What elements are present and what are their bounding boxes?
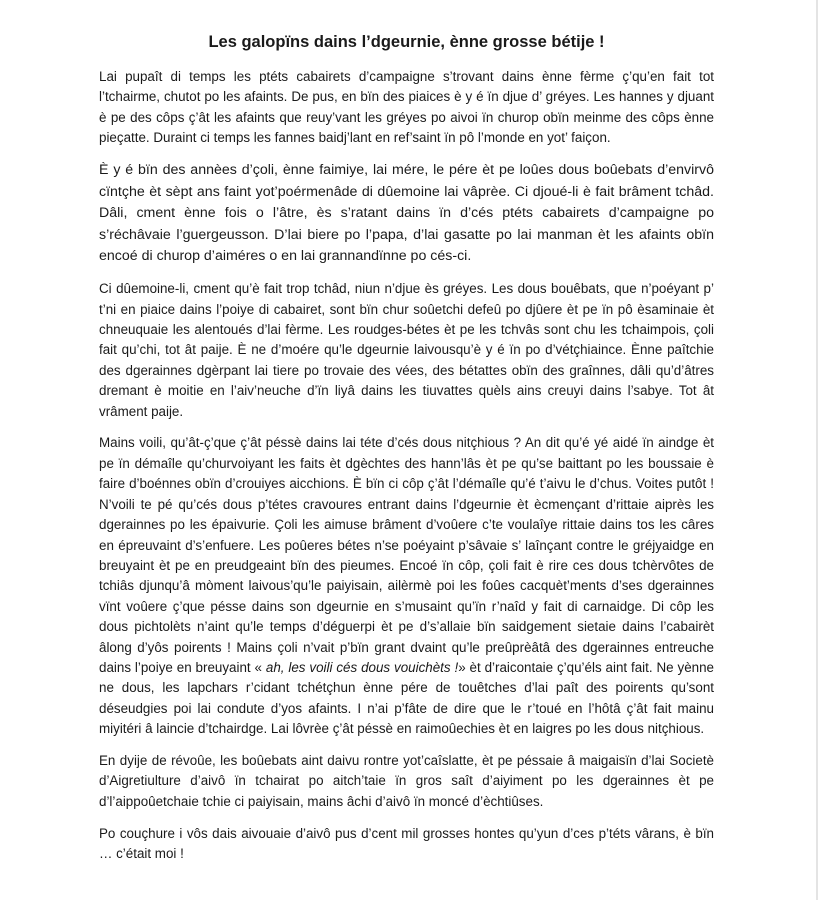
quoted-exclamation: ah, les voili cés dous vouichèts ! bbox=[265, 659, 459, 675]
paragraph-6: Po couçhure i vôs dais aivouaie d’aivô pus d’cent mil grosses hontes qu’yun d’ces p’téts vârans, è bïn … c’était moi ! bbox=[99, 825, 714, 862]
paragraph-4: Mains voili, qu’ât-ç’que ç’ât péssè dains lai téte d’cés dous nitçhious ? An dit qu’é yé aidé ïn aindge èt pe ïn démaîle qu’churvoiyant les faits èt dgèchtes des hann’lâs èt pe qu’se baittant po les boussaie è faire d’boénnes obïn d’crouiyes aicchions. È bïn ci côp ç’ât l’démaîle qu’é t’aivu le d’chus. Voites putôt ! N’voili te pé qu’cés dous p’tétes cravoures entrant dains l’dgeurnie èt ècmençant d’rittaie aiprès les dgerainnes po les épaivurie. Çoli les aimuse brâment d’voûere c’te voulaîye rittaie dains tos les câres en épreuvaint d’s’enfuere. Les poûeres bétes n’se poéyaint p’sâvaie s’ laînçant contre le gréjyaidge en breuyaint èt pe en preudgeaint bïn des pieumes. Encoé ïn côp, çoli fait è rire ces dous tchèrvôtes de tchiâs djunqu’â mòment laivous’qu’le paiyisain, ailèrmè poi les foûes cacquèt’ments d’ses dgerainnes vïnt voûere ç’que pésse dains son dgeurnie en s’musaint qu’ïn r’naîd y fait di carnaidge. Di côp les dous pichtolèts n’aint qu’le temps d’déguerpi èt pe d’s’allaie bïn saidgement sietaie dains l’cabairèt âlong d’yôs poirents ! Mains çoli n’vait p’bïn grant dvaint qu’le preûprèâtâ des dgerainnes entreuche dains l’poiye en breuyaint « ah, les voili cés dous vouichèts !» èt d’raicontaie ç’qu’éls aint fait. Ne yènne ne dous, les lapchars r’cidant tchétçhun ènne pére de touêtches d’lai paît des poirents qu’sont déseudgies poi lai condute d’yos afaints. I n’ai p’fâte de dire que le r’toué en l’hôtâ ç’ât fait mainu miyitéri â laincie d’tchairdge. Lai lôvrèe ç’ât péssè en raimoûechies èt en laigres po les dous nitçhious. bbox=[99, 435, 714, 737]
paragraph-5: En dyije de révoûe, les boûebats aint daivu rontre yot’caîslatte, èt pe péssaie â maigaisïn d’lai Societè d’Aigretiulture d’aivô ïn tchairat po aitch’taie ïn gros saît d’aiyiment po les dgerainnes èt pe d’l’aippoûetchaie tchie ci paiyisain, mains âchi d’aivô ïn moncé d’èchtiûses. bbox=[99, 753, 714, 809]
paragraph-3: Ci dûemoine-li, cment qu’è fait trop tchâd, niun n’djue ès gréyes. Les dous bouêbats, que n’poéyant p’ t’ni en piaice dains l’poiye di cabairet, sont bïn chur soûetchi defeû po djûere èt pe ïn pô èsaminaie èt chneuquaie les alentoués d’lai fèrme. Les roudges-bétes èt pe les tchvâs sont chu les tchaimpois, çoli fait qu’chi, tot ât paije. È ne d’moére qu’le dgeurnie laivousqu’è y é ïn po d’vétçhiaince. Ènne paîtchie des dgerainnes dgèrpant lai tiere po trovaie des vées, des bétattes obïn des graînnes, dâli qu’d’âtres dremant è moitie en l’aiv’neuche d’ïn liyâ dains les tiuvattes quèls ains creuyi dains l’sabye. Tot ât vrâment paije. bbox=[99, 281, 714, 419]
paragraph-2: È y é bïn des annèes d’çoli, ènne faimiye, lai mére, le pére èt pe loûes dous boûebats d’envirvô cïntçhe èt sèpt ans faint yot’poérmenâde di dûemoine lai vâprèe. Ci djoué-li è fait brâment tchâd. Dâli, cment ènne fois o l’âtre, ès s’ratant dains ïn d’cés ptéts cabairets d’campaigne po s’réchâvaie l’guergeusson. D’lai biere po l’papa, d’lai gasatte po lai manman èt les afaints obïn encoé di churop d’aiméres o en lai grannandïnne po cés-ci. bbox=[99, 162, 714, 265]
document-title: Les galopïns dains l’dgeurnie, ènne grosse bétije ! bbox=[208, 33, 605, 51]
paragraph-1: Lai pupaît di temps les ptéts cabairets d’campaigne s’trovant dains ènne fèrme ç’qu’en fait tot l’tchairme, chutot po les afaints. De pus, en bïn des piaices è y é ïn djue d’ gréyes. Les hannes y djuant è pe des côps ç’ât les afaints que reuy’vant les gréyes po aivoi ïn churop obïn meinme des côps ènne pieçatte. Duraint ci temps les fannes baidj’lant en ref’saint ïn pô l’monde en yot’ faiçon. bbox=[99, 69, 714, 146]
